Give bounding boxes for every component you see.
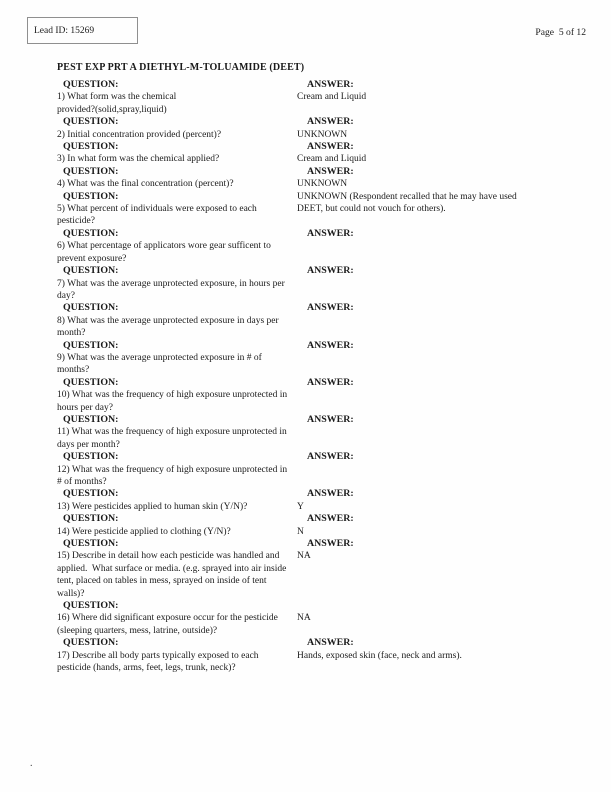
question-label: QUESTION: [63,190,119,202]
question-cell [57,501,297,513]
question-text: pesticide? [57,216,95,227]
question-label: QUESTION: [63,600,119,612]
qa-block-2 [57,116,593,141]
question-text: month? [57,328,86,339]
qa-row [57,153,593,165]
answer-cell [297,215,593,227]
answer-text: UNKNOWN [297,129,348,140]
question-cell [57,426,297,438]
question-cell [57,327,297,339]
qa-row [57,637,593,649]
question-label: QUESTION: [63,265,119,277]
question-cell [57,340,297,352]
answer-cell [297,203,593,215]
question-text: 17) Describe all body parts typically exposed to each [57,650,259,661]
qa-block-8 [57,302,593,339]
lead-id-box [27,17,138,44]
question-cell [57,215,297,227]
qa-row [57,488,593,500]
question-text: 7) What was the average unprotected exposure, in hours per [57,278,285,289]
qa-row [57,178,593,190]
answer-cell [297,364,593,376]
answer-cell [297,228,593,240]
answer-cell [297,141,593,153]
qa-block-11 [57,414,593,451]
qa-row [57,203,593,215]
qa-block-12 [57,451,593,488]
question-cell [57,377,297,389]
answer-cell [297,265,593,277]
qa-block-5 [57,191,593,228]
qa-row [57,315,593,327]
answer-cell [297,600,593,612]
answer-cell [297,104,593,116]
answer-text: UNKNOWN (Respondent recalled that he may have used [297,191,517,202]
question-cell [57,513,297,525]
qa-block-4 [57,166,593,191]
question-text: 10) What was the frequency of high exposure unprotected in [57,390,288,401]
qa-row [57,377,593,389]
question-cell [57,526,297,538]
answer-label: ANSWER: [307,451,354,463]
question-label: QUESTION: [63,141,119,153]
qa-row [57,129,593,141]
answer-cell [297,451,593,463]
answer-label: ANSWER: [307,413,354,425]
answer-cell [297,153,593,165]
question-label: QUESTION: [63,165,119,177]
question-cell [57,538,297,550]
answer-text: Y [297,501,304,512]
answer-cell [297,426,593,438]
question-label: QUESTION: [63,79,119,90]
qa-row [57,451,593,463]
qa-row [57,352,593,364]
qa-row [57,215,593,227]
answer-cell [297,575,593,587]
answer-text: NA [297,551,311,562]
question-text: prevent exposure? [57,253,127,264]
question-label: QUESTION: [63,302,119,314]
qa-block-6 [57,228,593,265]
answer-cell [297,526,593,538]
question-label: QUESTION: [63,376,119,388]
qa-row [57,402,593,414]
question-text: days per month? [57,439,120,450]
answer-text: UNKNOWN [297,179,348,190]
question-cell [57,153,297,165]
question-text: 15) Describe in detail how each pesticide was handled and [57,551,280,562]
answer-cell [297,352,593,364]
qa-row [57,538,593,550]
answer-cell [297,290,593,302]
question-text: 4) What was the final concentration (percent)? [57,179,234,190]
answer-cell [297,538,593,550]
question-cell [57,203,297,215]
answer-cell [297,340,593,352]
qa-block-14 [57,513,593,538]
answer-cell [297,191,593,203]
answer-cell [297,414,593,426]
question-text: 2) Initial concentration provided (percent)? [57,129,222,140]
qa-block-16 [57,600,593,637]
question-cell [57,414,297,426]
question-text: day? [57,290,75,301]
question-text: 5) What percent of individuals were exposed to each [57,204,257,215]
qa-row [57,513,593,525]
answer-label: ANSWER: [307,376,354,388]
qa-row [57,426,593,438]
answer-cell [297,389,593,401]
answer-cell [297,302,593,314]
question-text: provided?(solid,spray,liquid) [57,104,167,115]
question-cell [57,265,297,277]
qa-row [57,550,593,562]
question-cell [57,178,297,190]
question-cell [57,116,297,128]
question-text: 14) Were pesticide applied to clothing (Y/N)? [57,526,231,537]
qa-row [57,79,593,91]
answer-cell [297,116,593,128]
qa-row [57,501,593,513]
qa-row [57,228,593,240]
answer-cell [297,476,593,488]
question-cell [57,550,297,562]
answer-cell [297,439,593,451]
question-cell [57,302,297,314]
answer-cell [297,377,593,389]
question-cell [57,439,297,451]
question-cell [57,488,297,500]
answer-cell [297,501,593,513]
answer-text: DEET, but could not vouch for others). [297,204,446,215]
answer-label: ANSWER: [307,637,354,649]
question-text: 11) What was the frequency of high exposure unprotected in [57,427,287,438]
question-cell [57,476,297,488]
qa-row [57,464,593,476]
answer-label: ANSWER: [307,488,354,500]
question-label: QUESTION: [63,339,119,351]
qa-row [57,364,593,376]
question-text: 9) What was the average unprotected exposure in # of [57,352,262,363]
question-text: 8) What was the average unprotected exposure in days per [57,315,279,326]
answer-cell [297,662,593,674]
qa-row [57,240,593,252]
answer-cell [297,129,593,141]
qa-row [57,253,593,265]
answer-text: Cream and Liquid [297,92,367,103]
qa-row [57,526,593,538]
question-cell [57,253,297,265]
answer-cell [297,513,593,525]
question-label: QUESTION: [63,413,119,425]
answer-cell [297,488,593,500]
question-cell [57,79,297,91]
question-cell [57,315,297,327]
question-cell [57,364,297,376]
answer-cell [297,650,593,662]
qa-row [57,612,593,624]
qa-row [57,389,593,401]
qa-row [57,476,593,488]
question-text: 6) What percentage of applicators wore gear sufficent to [57,241,271,252]
question-text: applied. What surface or media. (e.g. sprayed into air inside [57,563,287,574]
answer-text: Cream and Liquid [297,154,367,165]
answer-cell [297,253,593,265]
answer-cell [297,550,593,562]
answer-label: ANSWER: [307,302,354,314]
answer-text: N [297,526,304,537]
question-cell [57,625,297,637]
question-cell [57,91,297,103]
question-text: walls)? [57,588,85,599]
qa-row [57,290,593,302]
question-text: months? [57,365,90,376]
qa-row [57,625,593,637]
qa-block-17 [57,637,593,674]
answer-cell [297,612,593,624]
answer-label: ANSWER: [307,227,354,239]
question-cell [57,278,297,290]
qa-list [57,79,593,675]
page-indicator: Page 5 of 12 [535,27,586,38]
question-cell [57,141,297,153]
answer-label: ANSWER: [307,165,354,177]
answer-text: NA [297,613,311,624]
qa-row [57,439,593,451]
scan-speck: . [30,758,33,769]
qa-row [57,588,593,600]
answer-cell [297,166,593,178]
answer-cell [297,240,593,252]
question-cell [57,451,297,463]
question-text: 13) Were pesticides applied to human skin (Y/N)? [57,501,248,512]
question-cell [57,290,297,302]
answer-label: ANSWER: [307,265,354,277]
question-cell [57,389,297,401]
question-label: QUESTION: [63,451,119,463]
answer-cell [297,563,593,575]
question-label: QUESTION: [63,637,119,649]
answer-label: ANSWER: [307,79,354,90]
answer-cell [297,91,593,103]
question-text: hours per day? [57,402,113,413]
question-cell [57,402,297,414]
question-cell [57,588,297,600]
answer-label: ANSWER: [307,538,354,550]
qa-row [57,104,593,116]
answer-cell [297,278,593,290]
question-cell [57,662,297,674]
question-cell [57,104,297,116]
qa-row [57,340,593,352]
qa-row [57,575,593,587]
qa-row [57,327,593,339]
qa-row [57,278,593,290]
qa-block-1 [57,79,593,116]
answer-cell [297,327,593,339]
answer-cell [297,588,593,600]
question-cell [57,464,297,476]
answer-cell [297,464,593,476]
question-text: # of months? [57,477,107,487]
question-cell [57,600,297,612]
qa-row [57,265,593,277]
answer-label: ANSWER: [307,513,354,525]
question-cell [57,650,297,662]
answer-text: Hands, exposed skin (face, neck and arms). [297,650,462,661]
qa-row [57,141,593,153]
question-cell [57,575,297,587]
qa-block-9 [57,340,593,377]
question-text: pesticide (hands, arms, feet, legs, trunk, neck)? [57,663,236,674]
qa-row [57,302,593,314]
question-text: tent, placed on tables in mess, sprayed on inside of tent [57,576,267,587]
question-cell [57,563,297,575]
qa-row [57,91,593,103]
qa-block-13 [57,488,593,513]
question-cell [57,166,297,178]
qa-block-7 [57,265,593,302]
question-cell [57,240,297,252]
answer-cell [297,402,593,414]
lead-id-text: Lead ID: 15269 [34,25,95,36]
qa-row [57,600,593,612]
qa-row [57,650,593,662]
answer-cell [297,79,593,91]
answer-cell [297,637,593,649]
question-label: QUESTION: [63,488,119,500]
answer-cell [297,315,593,327]
qa-row [57,662,593,674]
question-label: QUESTION: [63,538,119,550]
answer-label: ANSWER: [307,141,354,153]
question-text: 12) What was the frequency of high exposure unprotected in [57,464,288,475]
question-cell [57,637,297,649]
qa-row [57,116,593,128]
question-text: (sleeping quarters, mess, latrine, outside)? [57,625,218,636]
question-label: QUESTION: [63,116,119,128]
question-text: 16) Where did significant exposure occur for the pesticide [57,613,278,624]
question-cell [57,612,297,624]
answer-cell [297,178,593,190]
question-text: 1) What form was the chemical [57,92,177,103]
answer-label: ANSWER: [307,339,354,351]
qa-block-15 [57,538,593,600]
question-label: QUESTION: [63,227,119,239]
answer-label: ANSWER: [307,116,354,128]
qa-row [57,166,593,178]
question-cell [57,191,297,203]
answer-cell [297,625,593,637]
page-title: PEST EXP PRT A DIETHYL-M-TOLUAMIDE (DEET) [57,62,305,73]
question-cell [57,228,297,240]
question-label: QUESTION: [63,513,119,525]
qa-block-3 [57,141,593,166]
question-cell [57,352,297,364]
qa-row [57,563,593,575]
question-cell [57,129,297,141]
qa-row [57,414,593,426]
question-text: 3) In what form was the chemical applied? [57,154,220,165]
qa-row [57,191,593,203]
qa-block-10 [57,377,593,414]
